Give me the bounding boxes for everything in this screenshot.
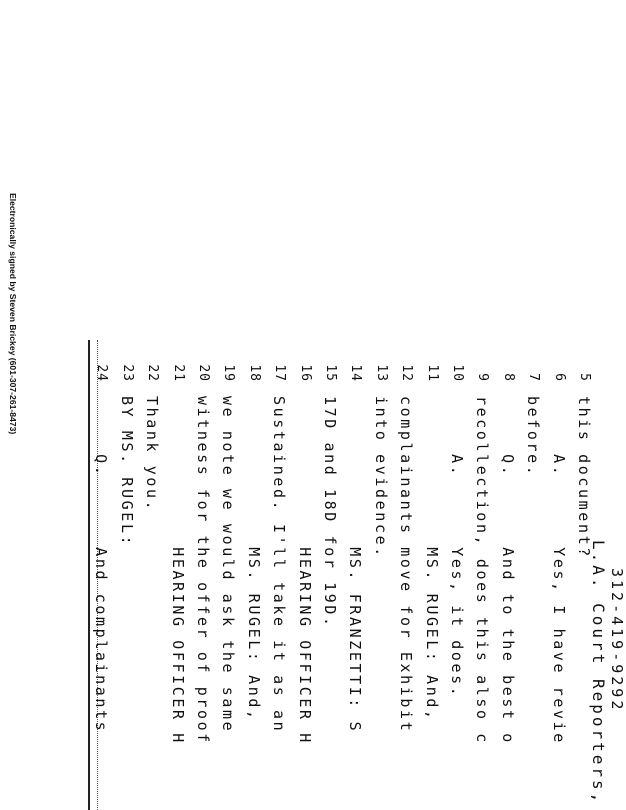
line-text: Thank you.: [143, 396, 162, 513]
reporter-name: L.A. Court Reporters,: [589, 540, 608, 806]
line-number: 7: [526, 373, 542, 382]
line-number: 16: [297, 364, 313, 382]
line-number: 19: [221, 364, 237, 382]
line-text: HEARING OFFICER H: [168, 396, 187, 745]
transcript-line: [216, 0, 240, 800]
line-number: 22: [145, 364, 161, 382]
transcript-line: [521, 0, 545, 800]
line-text: recollection, does this also c: [473, 396, 492, 745]
line-text: witness for the offer of proof: [194, 396, 212, 745]
line-number: 6: [551, 373, 567, 382]
line-number: 13: [373, 364, 389, 382]
line-text: A. Yes, I have revie: [549, 396, 568, 745]
transcript-line: [293, 0, 317, 800]
transcript-line: [89, 0, 113, 800]
line-number: 12: [399, 364, 415, 382]
transcript-line: [140, 0, 164, 800]
signature-text: Electronically signed by Steven Brickey (601-307-261-8473): [8, 193, 18, 435]
line-number: 14: [348, 364, 364, 382]
transcript-line: [166, 0, 190, 800]
transcript-line: [369, 0, 393, 800]
line-text: complainants move for Exhibit: [397, 396, 416, 734]
transcript-line: [496, 0, 520, 800]
line-number: 17: [272, 364, 288, 382]
line-text: this document?: [575, 396, 593, 559]
line-text: Q. And to the best o: [498, 396, 517, 745]
transcript-line: [470, 0, 494, 800]
transcript-line: [394, 0, 418, 800]
line-number: 9: [475, 373, 491, 382]
line-text: MS. RUGEL: And,: [244, 396, 263, 722]
line-text: 17D and 18D for 19D.: [321, 396, 339, 629]
line-text: Sustained. I'll take it as an: [270, 396, 289, 734]
line-number: 10: [450, 364, 465, 382]
line-number: 8: [500, 373, 516, 382]
line-number: 11: [424, 364, 440, 382]
transcript-line: [115, 0, 139, 800]
transcript-line: [191, 0, 215, 800]
line-number: 24: [94, 364, 110, 382]
transcript-line: [242, 0, 266, 800]
transcript-line: [343, 0, 367, 800]
line-number: 18: [246, 364, 262, 382]
transcript-line: [445, 0, 469, 800]
transcript-line: [267, 0, 291, 800]
line-text: before.: [524, 396, 543, 478]
line-number: 23: [119, 364, 135, 382]
line-text: HEARING OFFICER H: [295, 396, 314, 745]
line-number: 5: [577, 373, 592, 382]
line-text: we note we would ask the same: [219, 396, 238, 734]
line-number: 20: [196, 364, 211, 382]
line-text: MS. FRANZETTI: S: [346, 396, 365, 734]
line-text: BY MS. RUGEL:: [117, 396, 136, 548]
line-text: MS. RUGEL: And,: [422, 396, 441, 722]
transcript-line: [420, 0, 444, 800]
transcript-line: [318, 0, 342, 800]
line-number: 21: [170, 364, 186, 382]
line-text: A. Yes, it does.: [448, 396, 466, 699]
line-text: into evidence.: [371, 396, 390, 559]
line-number: 15: [323, 364, 338, 382]
line-text: Q. And complainants: [92, 396, 111, 734]
transcript-line: [547, 0, 571, 800]
reporter-phone: 312-419-9292: [608, 568, 626, 713]
